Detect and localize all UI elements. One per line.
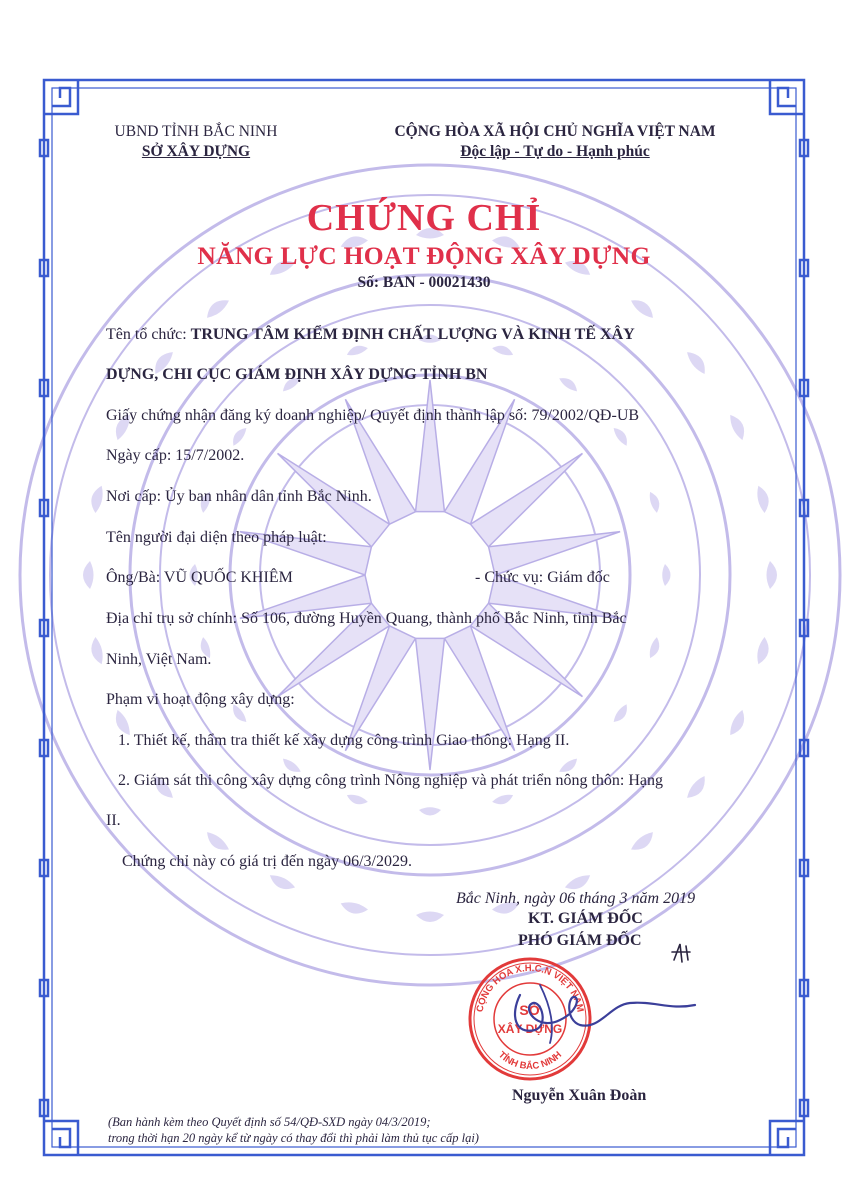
- signer-title-1: KT. GIÁM ĐỐC: [528, 910, 643, 927]
- drum-motif: [419, 807, 441, 815]
- drum-motif: [755, 636, 771, 666]
- drum-motif: [684, 348, 710, 376]
- drum-motif: [83, 561, 94, 589]
- svg-text:TỈNH BẮC NINH: [496, 1049, 564, 1072]
- scope-item-2: 2. Giám sát thi công xây dựng công trình Nông nghiệp và phát triển nông thôn: Hạng: [118, 772, 664, 789]
- drum-motif: [727, 708, 749, 738]
- stamp-top-text: CỘNG HÒA X.H.C.N VIỆT NAM: [474, 962, 586, 1014]
- drum-motif: [267, 872, 297, 894]
- organization-name-2: DỰNG, CHI CỤC GIÁM ĐỊNH XÂY DỰNG TỈNH BN: [106, 366, 488, 383]
- drum-motif: [611, 703, 631, 726]
- address-line-2: Ninh, Việt Nam.: [106, 651, 212, 668]
- drum-motif: [611, 425, 631, 448]
- drum-motif: [229, 425, 249, 448]
- stamp-center-1: SỞ: [519, 1002, 541, 1018]
- drum-motif: [727, 412, 749, 442]
- scope-label: Phạm vi hoạt động xây dựng:: [106, 691, 295, 708]
- handwritten-signature: [480, 975, 700, 1045]
- drum-motif: [647, 636, 662, 659]
- drum-motif: [684, 774, 710, 802]
- validity-line: Chứng chỉ này có giá trị đến ngày 06/3/2029.: [122, 853, 412, 870]
- initial-mark: [668, 940, 694, 966]
- address-line-1: Địa chỉ trụ sở chính: Số 106, đường Huyền Quang, thành phố Bắc Ninh, tỉnh Bắc: [106, 610, 627, 627]
- issuer-line-1: UBND TỈNH BẮC NINH: [114, 123, 278, 140]
- stamp-center-2: XÂY DỰNG: [497, 1022, 563, 1036]
- drum-motif: [203, 829, 231, 855]
- drum-motif: [89, 636, 105, 666]
- representative-position: - Chức vụ: Giám đốc: [475, 569, 610, 586]
- organization-label: Tên tổ chức:: [106, 326, 187, 343]
- registration-line: Giấy chứng nhận đăng ký doanh nghiệp/ Quyết định thành lập số: 79/2002/QĐ-UB: [106, 407, 640, 424]
- drum-motif: [767, 561, 778, 589]
- signer-title-2: PHÓ GIÁM ĐỐC: [518, 932, 642, 949]
- organization-name-1: TRUNG TÂM KIỂM ĐỊNH CHẤT LƯỢNG VÀ KINH TẾ XÂY: [190, 326, 635, 343]
- scope-item-1: 1. Thiết kế, thẩm tra thiết kế xây dựng công trình Giao thông: Hạng II.: [118, 732, 570, 749]
- drum-motif: [491, 792, 514, 807]
- drum-motif: [629, 829, 657, 855]
- scope-item-2-cont: II.: [106, 812, 121, 829]
- certificate-number: Số: BAN - 00021430: [357, 274, 491, 291]
- organization-line: [106, 326, 635, 344]
- issue-date: Ngày cấp: 15/7/2002.: [106, 447, 245, 464]
- drum-motif: [345, 792, 368, 807]
- drum-motif: [89, 484, 105, 514]
- drum-motif: [416, 912, 444, 923]
- certificate-title: CHỨNG CHỈ: [306, 197, 542, 239]
- drum-motif: [203, 295, 231, 321]
- drum-motif: [629, 295, 657, 321]
- representative-name: Ông/Bà: VŨ QUỐC KHIÊM: [106, 569, 293, 586]
- national-title: CỘNG HÒA XÃ HỘI CHỦ NGHĨA VIỆT NAM: [394, 123, 716, 140]
- drum-motif: [662, 564, 670, 586]
- stamp-bottom-text: TỈNH BẮC NINH: [495, 1049, 565, 1073]
- issuer-line-2: SỞ XÂY DỰNG: [141, 143, 251, 160]
- drum-motif: [339, 900, 369, 916]
- national-motto: Độc lập - Tự do - Hạnh phúc: [460, 143, 650, 160]
- national-header: [360, 122, 750, 162]
- issue-place: Nơi cấp: Ủy ban nhân dân tỉnh Bắc Ninh.: [106, 488, 372, 505]
- place-date: Bắc Ninh, ngày 06 tháng 3 năm 2019: [456, 890, 696, 907]
- footnote-line-1: (Ban hành kèm theo Quyết định số 54/QĐ-SXD ngày 04/3/2019;: [108, 1115, 431, 1129]
- drum-motif: [558, 374, 581, 394]
- drum-motif: [647, 490, 662, 513]
- signer-name: Nguyễn Xuân Đoàn: [512, 1087, 647, 1104]
- representative-label: Tên người đại diện theo pháp luật:: [106, 529, 327, 546]
- issuer-header: [86, 122, 306, 162]
- drum-star-ray: [416, 638, 445, 770]
- drum-star-ray: [416, 380, 445, 512]
- drum-motif: [491, 343, 514, 358]
- footnote-line-2: trong thời hạn 20 ngày kể từ ngày có thay đổi thì phải làm thủ tục cấp lại): [108, 1131, 479, 1145]
- certificate-subtitle: NĂNG LỰC HOẠT ĐỘNG XÂY DỰNG: [197, 241, 651, 270]
- drum-motif: [345, 343, 368, 358]
- drum-motif: [755, 484, 771, 514]
